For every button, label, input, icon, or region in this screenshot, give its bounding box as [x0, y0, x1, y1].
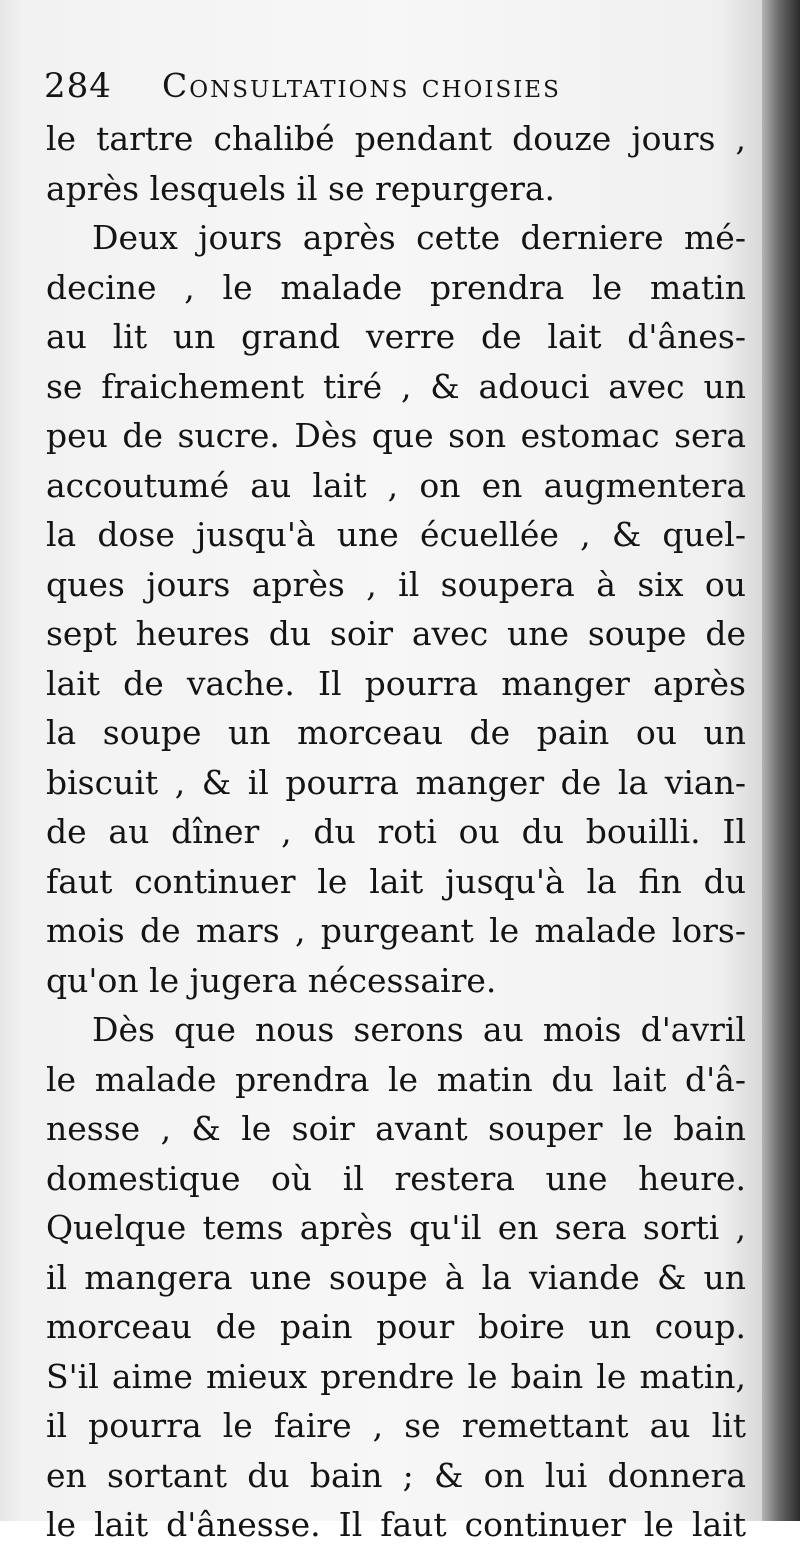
text-line: il pourra le faire , se remettant au lit [46, 1406, 746, 1445]
page-number: 284 [44, 66, 112, 106]
text-line: faut continuer le lait jusqu'à la fin du [46, 861, 746, 901]
body-text [46, 114, 746, 1550]
running-title: Consultations choisies [162, 66, 561, 105]
text-line: Quelque tems après qu'il en sera sorti , [46, 1208, 746, 1247]
text-line: sept heures du soir avec une soupe de [46, 614, 746, 653]
text-line: accoutumé au lait , on en augmentera [46, 465, 746, 505]
text-line: mois de mars , purgeant le malade lors- [46, 911, 746, 950]
text-line: nesse , & le soir avant souper le bain [46, 1109, 746, 1148]
book-binding-edge [762, 0, 800, 1521]
text-line: le malade prendra le matin du lait d'â- [46, 1059, 746, 1099]
text-line: Dès que nous serons au mois d'avril [92, 1010, 746, 1049]
text-line: morceau de pain pour boire un coup. [46, 1307, 746, 1346]
text-line: ques jours après , il soupera à six ou [46, 564, 746, 604]
text-line: le lait d'ânesse. Il faut continuer le lait [46, 1505, 746, 1544]
text-line: de au dîner , du roti ou du bouilli. Il [46, 812, 746, 851]
text-line: peu de sucre. Dès que son estomac sera [46, 416, 746, 455]
text-line: au lit un grand verre de lait d'ânes- [46, 317, 746, 356]
text-line: decine , le malade prendra le matin [46, 267, 746, 307]
text-line: il mangera une soupe à la viande & un [46, 1257, 746, 1297]
text-line: lait de vache. Il pourra manger après [46, 663, 746, 703]
text-line: en sortant du bain ; & on lui donnera [46, 1455, 746, 1495]
text-line: S'il aime mieux prendre le bain le matin, [46, 1356, 746, 1396]
text-line: après lesquels il se repurgera. [46, 168, 556, 208]
page-header [44, 62, 744, 116]
text-line: Deux jours après cette derniere mé- [92, 218, 746, 257]
text-line: la soupe un morceau de pain ou un [46, 713, 746, 752]
text-line: qu'on le jugera nécessaire. [46, 960, 497, 1000]
text-line: se fraichement tiré , & adouci avec un [46, 366, 746, 406]
text-line: le tartre chalibé pendant douze jours , [46, 119, 746, 158]
text-line: la dose jusqu'à une écuellée , & quel- [46, 515, 746, 554]
text-line: domestique où il restera une heure. [46, 1158, 746, 1198]
text-line: biscuit , & il pourra manger de la vian- [46, 762, 746, 802]
